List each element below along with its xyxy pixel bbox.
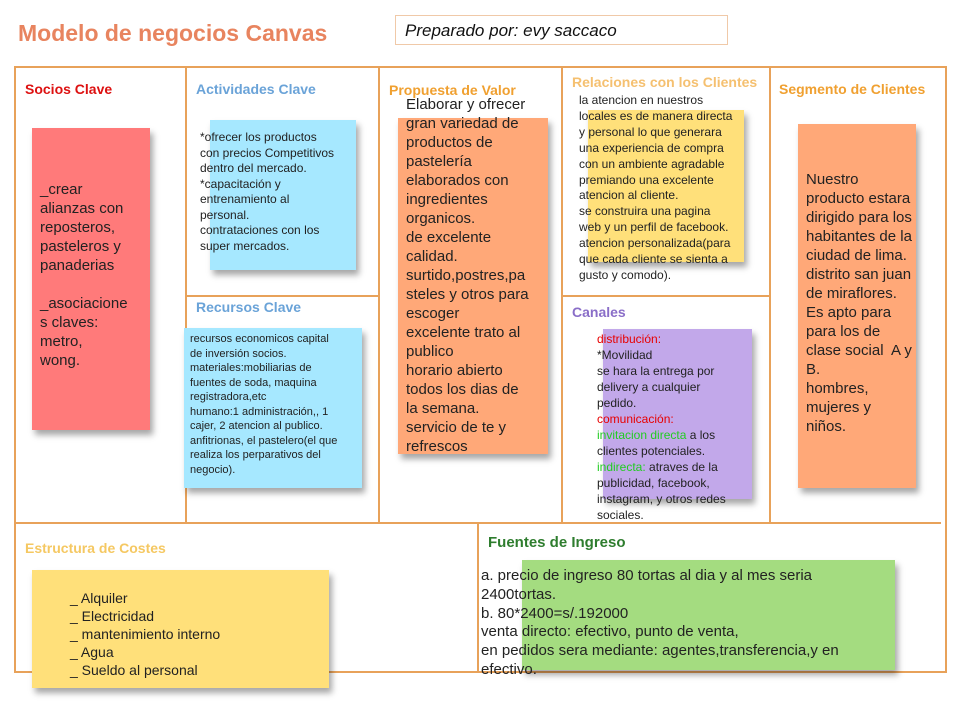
canales-distribucion-label: distribución: (597, 332, 662, 346)
divider-h-main (14, 522, 941, 524)
segmento-clientes-text: Nuestro producto estara dirigido para los habitantes de la ciudad de lima. distrito san juan de miraflores. Es apto para para los de clase social A y B. hombres, mujeres y niños. (806, 171, 912, 435)
recursos-clave-text: recursos economicos capital de inversión socios. materiales:mobiliarias de fuentes de soda, maquina registradora,etc humano:1 administración,, 1 cajer, 2 atencion al publico. anfitrionas, el pastelero(el que realiza los perparativos del negocio). (190, 333, 338, 476)
fuentes-ingreso-text: a. precio de ingreso 80 tortas al dia y al mes seria 2400tortas. b. 80*2400=s/.192000 venta directo: efectivo, punto de venta, en pedidos sera mediante: agentes,transferencia,y en efectivo. (481, 567, 839, 678)
canales-heading: Canales (572, 304, 626, 320)
canales-directa-label: invitacion directa (597, 428, 687, 442)
canales-comunicacion-label: comunicación: (597, 412, 674, 426)
canales-directa-text: a los clientes potenciales. (597, 428, 716, 458)
fuentes-ingreso-heading: Fuentes de Ingreso (488, 534, 626, 551)
canales-indirecta-label: indirecta: (597, 460, 646, 474)
divider-h-right (562, 295, 770, 297)
actividades-clave-text: *ofrecer los productos con precios Competitivos dentro del mercado. *capacitación y entrenamiento al personal. contrataciones con los super mercados. (200, 130, 335, 253)
recursos-clave-heading: Recursos Clave (196, 299, 302, 315)
propuesta-valor-heading: Propuesta de Valor (389, 82, 516, 98)
canales-indirecta-text: atraves de la publicidad, facebook, instagram, y otros redes sociales. (597, 460, 726, 522)
canales-distribucion-text: *Movilidad se hara la entrega por delivery a cualquier pedido. (597, 348, 715, 410)
socios-clave-heading: Socios Clave (25, 81, 113, 97)
relaciones-clientes-text: la atencion en nuestros locales es de manera directa y personal lo que generara una experiencia de compra con un ambiente agradable premiando una excelente atencion al cliente. se construira una pagina web y un perfil de facebook. atencion personalizada(para que cada cliente se sienta a gusto y comodo). (579, 93, 733, 282)
socios-clave-text: _crear alianzas con reposteros, pasteleros y panaderias _asociacione s claves: metro, wong. (40, 181, 128, 369)
propuesta-valor-text: Elaborar y ofrecer gran variedad de productos de pastelería elaborados con ingredientes organicos. de excelente calidad. surtido,postres,pa steles y otros para escoger excelente trato al publico horario abierto todos los dias de la semana. servicio de te y refrescos (406, 96, 529, 455)
estructura-costes-heading: Estructura de Costes (25, 540, 166, 556)
prepared-by-box: Preparado por: evy saccaco (395, 15, 728, 45)
actividades-clave-heading: Actividades Clave (196, 81, 316, 97)
divider-v5 (477, 523, 479, 673)
canales-text-block (597, 331, 767, 523)
segmento-clientes-heading: Segmento de Clientes (779, 81, 926, 97)
relaciones-clientes-heading: Relaciones con los Clientes (572, 74, 758, 90)
estructura-costes-text: _ Alquiler _ Electricidad _ mantenimiento interno _ Agua _ Sueldo al personal (70, 590, 221, 678)
divider-h-left (186, 295, 379, 297)
page-title: Modelo de negocios Canvas (18, 20, 328, 46)
